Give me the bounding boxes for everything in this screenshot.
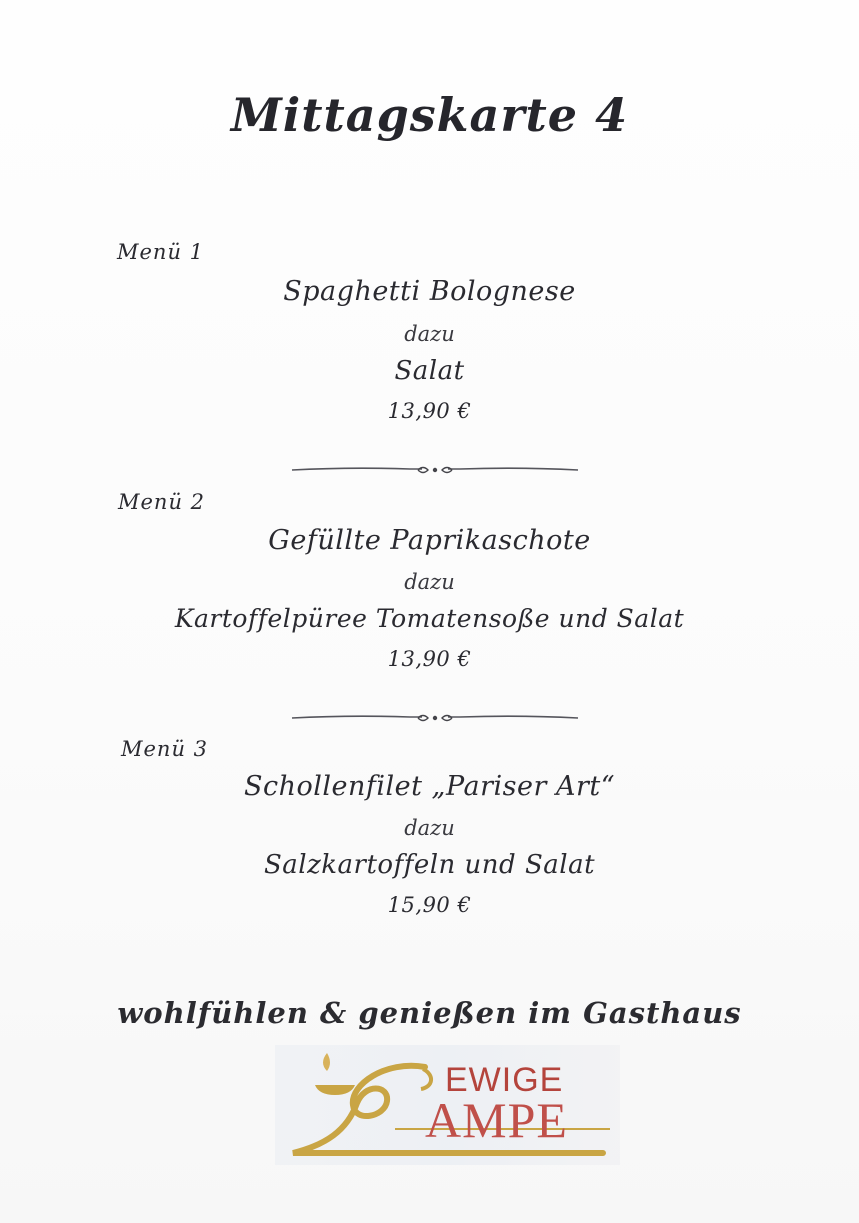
menu-2-connector: dazu	[404, 570, 455, 594]
menu-3-price: 15,90 €	[387, 893, 472, 917]
menu-3-dish: Schollenfilet „Pariser Art“	[243, 771, 616, 802]
menu-1-dish: Spaghetti Bolognese	[283, 276, 576, 307]
menu-2-side: Kartoffelpüree Tomatensoße und Salat	[174, 604, 685, 633]
menu-2-price: 13,90 €	[387, 647, 472, 671]
ornament-divider	[290, 711, 580, 725]
logo-word-ewige: EWIGE	[445, 1061, 564, 1099]
menu-3-label: Menü 3	[121, 737, 209, 761]
menu-3-connector: dazu	[404, 816, 455, 840]
ornament-divider	[290, 463, 580, 477]
menu-2-dish: Gefüllte Paprikaschote	[268, 525, 591, 556]
menu-2-label: Menü 2	[118, 490, 206, 514]
page-title: Mittagskarte 4	[230, 88, 629, 142]
menu-3-side: Salzkartoffeln und Salat	[263, 850, 596, 880]
logo-word-ampe: AMPE	[425, 1092, 568, 1148]
slogan: wohlfühlen & genießen im Gasthaus	[117, 996, 742, 1030]
gasthaus-logo	[275, 1045, 620, 1165]
menu-1-connector: dazu	[404, 322, 455, 346]
menu-1-label: Menü 1	[117, 240, 205, 264]
menu-1-price: 13,90 €	[387, 399, 472, 423]
menu-1-side: Salat	[394, 356, 465, 386]
